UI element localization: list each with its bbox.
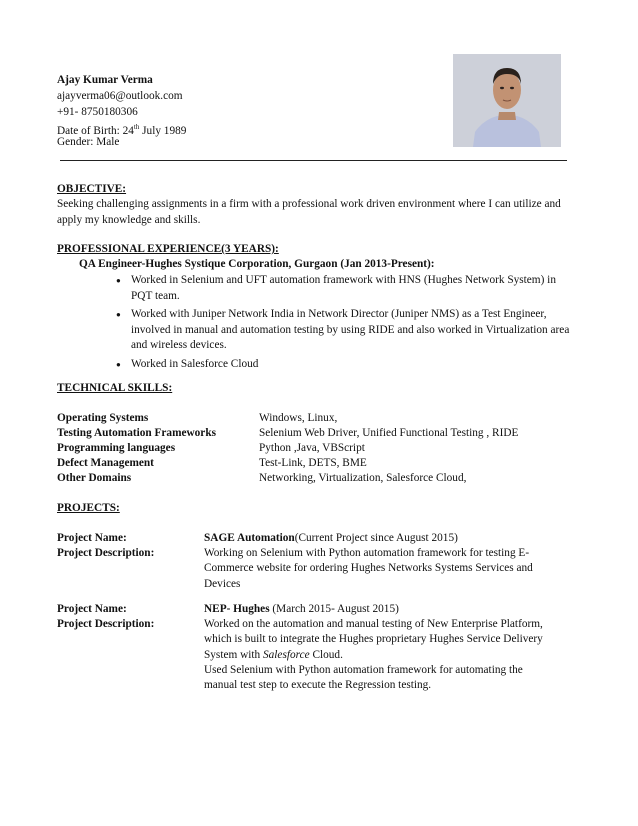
project-description-part: Cloud. [309,648,343,661]
header-divider [60,160,567,161]
project-name [204,531,574,546]
project-description-label: Project Description: [57,618,155,630]
dob-sup: th [133,123,140,131]
project-description-italic: Salesforce [263,648,310,661]
skill-value: Networking, Virtualization, Salesforce Cloud, [259,472,467,484]
gender: Gender: Male [57,136,120,148]
skill-value: Python ,Java, VBScript [259,442,365,454]
skill-label: Testing Automation Frameworks [57,427,216,439]
objective-line-1: Seeking challenging assignments in a firm with a professional work driven environment where I can utilize and [57,198,561,210]
candidate-name: Ajay Kumar Verma [57,74,153,86]
skill-label: Operating Systems [57,412,149,424]
experience-bullet: ● Worked in Selenium and UFT automation framework with HNS (Hughes Network System) in PQT team. [116,273,571,304]
project-period: (Current Project since August 2015) [294,532,458,544]
skill-label: Other Domains [57,472,132,484]
dob-suffix: July 1989 [139,124,187,137]
skill-label: Defect Management [57,457,154,469]
phone: +91- 8750180306 [57,106,138,118]
experience-heading: PROFESSIONAL EXPERIENCE(3 YEARS): [57,243,279,255]
project-title: SAGE Automation [204,532,295,544]
profile-photo [453,54,561,147]
project-description: Working on Selenium with Python automation framework for testing E-Commerce website for ordering Hughes Networks Systems Services and Devices [204,547,533,590]
project-description [204,617,554,693]
skill-value: Test-Link, DETS, BME [259,457,367,469]
skills-heading: TECHNICAL SKILLS: [57,382,173,394]
project-period: (March 2015- August 2015) [269,603,399,615]
projects-heading: PROJECTS: [57,502,120,514]
skill-label: Programming languages [57,442,176,454]
project-name [204,602,574,617]
experience-bullet: ● Worked with Juniper Network India in Network Director (Juniper NMS) as a Test Engineer, involved in manual and automation testing by using RIDE and also worked in Virtualization area and wireless devices. [116,307,586,354]
experience-role: QA Engineer-Hughes Systique Corporation, Gurgaon (Jan 2013-Present): [79,258,435,270]
objective-heading: OBJECTIVE: [57,183,127,195]
project-description-part: Worked on the automation and manual testing of New Enterprise Platform, which is built to integrate the Hughes proprietary Hughes Service Delivery System with [204,618,543,661]
experience-bullet: ● Worked in Salesforce Cloud [116,357,586,373]
email: ajayverma06@outlook.com [57,90,183,102]
profile-photo-art [453,54,561,147]
objective-line-2: apply my knowledge and skills. [57,214,201,226]
project-description-label: Project Description: [57,547,155,559]
dob-prefix: Date of Birth: 24 [57,124,134,137]
experience-bullets [116,273,586,372]
skill-value: Windows, Linux, [259,412,338,424]
project-title: NEP- Hughes [204,603,270,615]
skill-value: Selenium Web Driver, Unified Functional Testing , RIDE [259,427,519,439]
project-description-part: Used Selenium with Python automation framework for automating the manual test step to execute the Regression testing. [204,663,523,692]
project-name-label: Project Name: [57,532,127,544]
project-name-label: Project Name: [57,603,127,615]
